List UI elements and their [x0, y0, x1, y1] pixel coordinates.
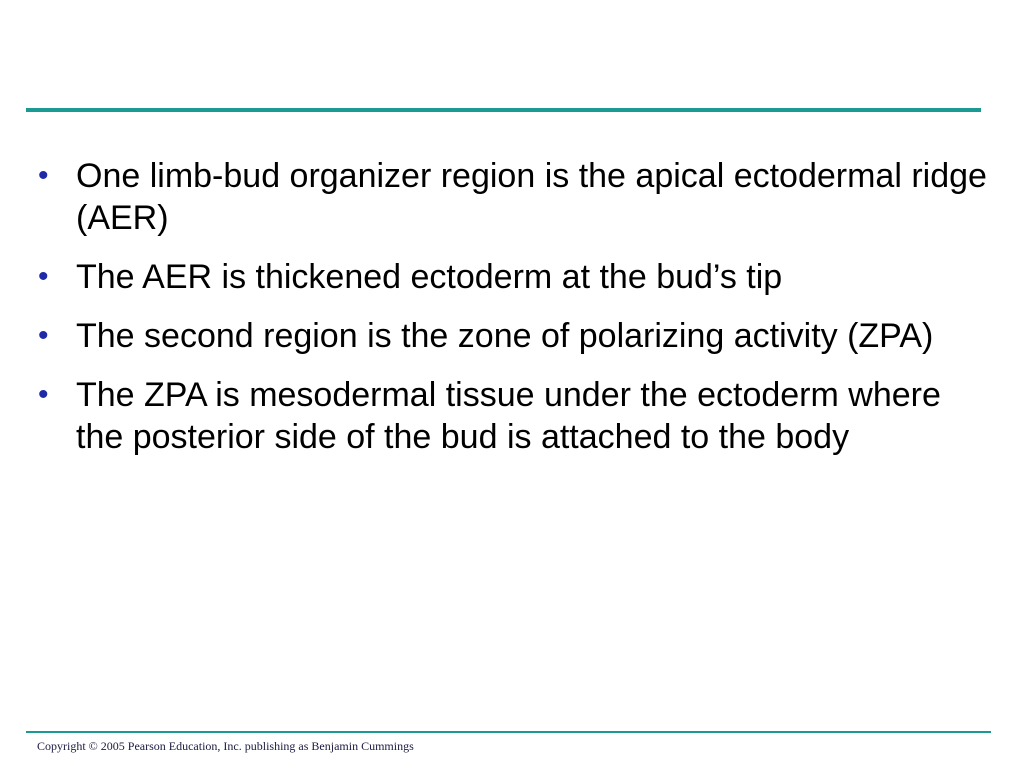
bullet-item [38, 315, 988, 357]
bullet-icon: • [38, 159, 49, 192]
bullet-icon: • [38, 319, 49, 352]
bullet-item [38, 155, 988, 239]
bullet-text: The AER is thickened ectoderm at the bud’s tip [76, 258, 783, 296]
bullet-list [38, 155, 988, 475]
bullet-item [38, 374, 988, 458]
bullet-text: The ZPA is mesodermal tissue under the ectoderm where the posterior side of the bud is attached to the body [76, 376, 941, 456]
bullet-icon: • [38, 378, 49, 411]
bullet-text: One limb-bud organizer region is the apical ectodermal ridge (AER) [76, 157, 987, 237]
copyright-footer: Copyright © 2005 Pearson Education, Inc. publishing as Benjamin Cummings [37, 739, 414, 753]
top-divider [26, 108, 981, 112]
bullet-icon: • [38, 260, 49, 293]
bullet-text: The second region is the zone of polarizing activity (ZPA) [76, 317, 934, 355]
bottom-divider [26, 731, 991, 733]
bullet-item [38, 256, 988, 298]
